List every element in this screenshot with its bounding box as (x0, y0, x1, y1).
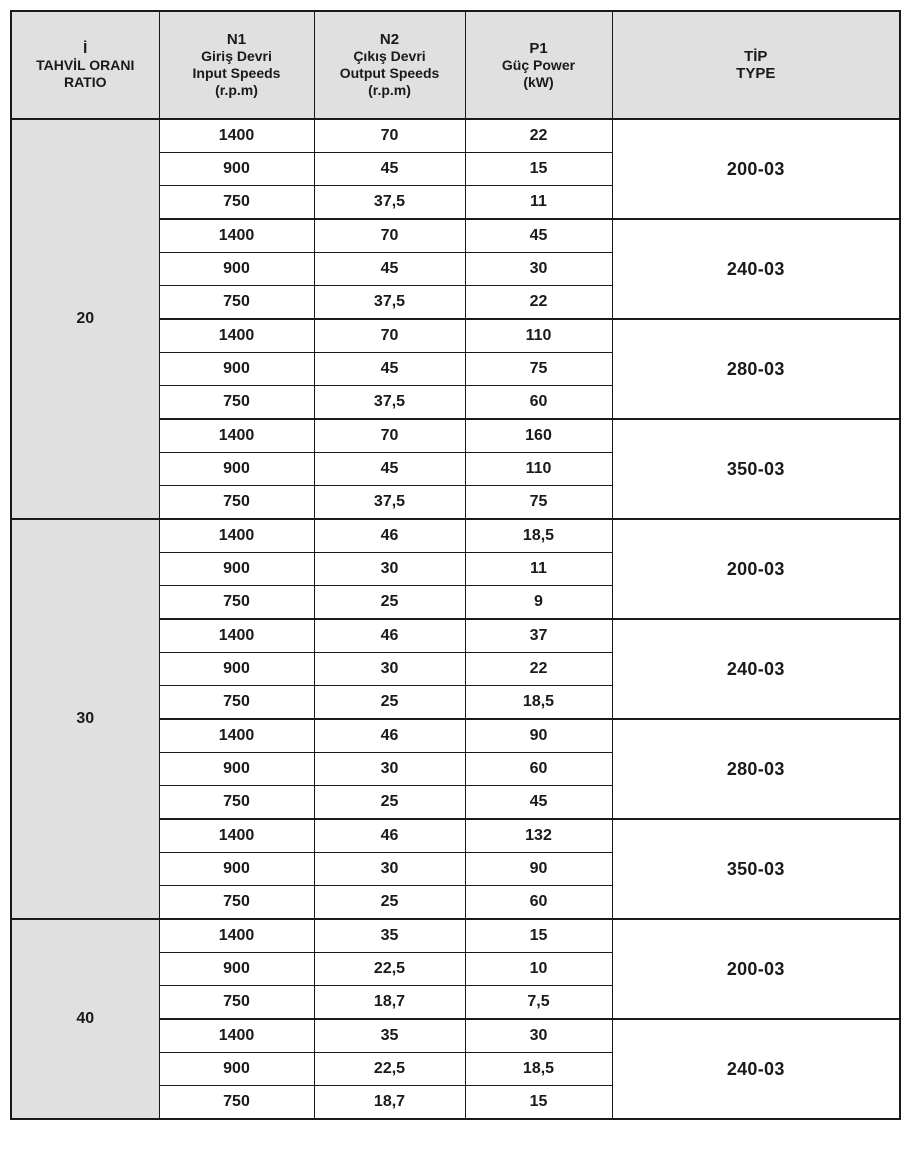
power-cell: 11 (465, 553, 612, 586)
output-speed-cell: 22,5 (314, 1053, 465, 1086)
power-cell: 75 (465, 486, 612, 520)
input-speed-cell: 750 (159, 186, 314, 220)
output-speed-cell: 30 (314, 753, 465, 786)
header-ratio-en: RATIO (63, 73, 107, 90)
power-cell: 160 (465, 419, 612, 453)
ratio-cell: 40 (11, 919, 159, 1119)
type-cell: 240-03 (612, 1019, 900, 1119)
output-speed-cell: 46 (314, 519, 465, 553)
header-n1-tr: Giriş Devri (201, 48, 272, 64)
header-p1-label: Güç Power (501, 56, 576, 73)
type-cell: 200-03 (612, 519, 900, 619)
header-n2 (314, 11, 465, 119)
header-n2-code: N2 (379, 31, 400, 48)
header-n1-unit: (r.p.m) (215, 82, 258, 98)
type-cell: 350-03 (612, 419, 900, 519)
power-cell: 18,5 (465, 519, 612, 553)
spec-table-container (10, 10, 899, 1138)
input-speed-cell: 1400 (159, 819, 314, 853)
header-type-en: TYPE (736, 65, 776, 82)
power-cell: 22 (465, 119, 612, 153)
input-speed-cell: 1400 (159, 619, 314, 653)
power-cell: 75 (465, 353, 612, 386)
output-speed-cell: 70 (314, 119, 465, 153)
header-n1 (159, 11, 314, 119)
input-speed-cell: 900 (159, 953, 314, 986)
input-speed-cell: 750 (159, 1086, 314, 1120)
power-cell: 110 (465, 453, 612, 486)
output-speed-cell: 46 (314, 819, 465, 853)
input-speed-cell: 1400 (159, 1019, 314, 1053)
input-speed-cell: 1400 (159, 919, 314, 953)
power-cell: 9 (465, 586, 612, 620)
power-cell: 90 (465, 853, 612, 886)
input-speed-cell: 900 (159, 653, 314, 686)
power-cell: 90 (465, 719, 612, 753)
output-speed-cell: 45 (314, 453, 465, 486)
header-n1-code: N1 (226, 31, 247, 48)
output-speed-cell: 25 (314, 586, 465, 620)
power-cell: 45 (465, 786, 612, 820)
power-cell: 15 (465, 153, 612, 186)
header-n2-unit: (r.p.m) (368, 82, 411, 98)
input-speed-cell: 900 (159, 1053, 314, 1086)
type-cell: 240-03 (612, 219, 900, 319)
output-speed-cell: 30 (314, 853, 465, 886)
input-speed-cell: 900 (159, 453, 314, 486)
output-speed-cell: 46 (314, 619, 465, 653)
output-speed-cell: 18,7 (314, 986, 465, 1020)
input-speed-cell: 1400 (159, 319, 314, 353)
power-cell: 11 (465, 186, 612, 220)
input-speed-cell: 750 (159, 586, 314, 620)
spec-table-body (11, 119, 900, 1119)
output-speed-cell: 37,5 (314, 386, 465, 420)
type-cell: 240-03 (612, 619, 900, 719)
input-speed-cell: 1400 (159, 119, 314, 153)
output-speed-cell: 30 (314, 653, 465, 686)
header-type-tr: TİP (744, 48, 768, 65)
gear-spec-table (10, 10, 901, 1120)
input-speed-cell: 750 (159, 286, 314, 320)
power-cell: 30 (465, 1019, 612, 1053)
input-speed-cell: 1400 (159, 719, 314, 753)
input-speed-cell: 1400 (159, 419, 314, 453)
output-speed-cell: 45 (314, 353, 465, 386)
power-cell: 110 (465, 319, 612, 353)
power-cell: 7,5 (465, 986, 612, 1020)
power-cell: 37 (465, 619, 612, 653)
power-cell: 15 (465, 1086, 612, 1120)
header-type (612, 11, 900, 119)
input-speed-cell: 750 (159, 786, 314, 820)
power-cell: 60 (465, 886, 612, 920)
input-speed-cell: 750 (159, 886, 314, 920)
input-speed-cell: 900 (159, 853, 314, 886)
power-cell: 18,5 (465, 1053, 612, 1086)
input-speed-cell: 900 (159, 553, 314, 586)
header-p1-code: P1 (529, 39, 548, 57)
output-speed-cell: 70 (314, 419, 465, 453)
output-speed-cell: 25 (314, 686, 465, 720)
output-speed-cell: 30 (314, 553, 465, 586)
type-cell: 200-03 (612, 919, 900, 1019)
input-speed-cell: 750 (159, 486, 314, 520)
header-n1-en: Input Speeds (192, 65, 281, 81)
output-speed-cell: 70 (314, 219, 465, 253)
header-ratio-tr: TAHVİL ORANI (36, 56, 135, 73)
power-cell: 60 (465, 753, 612, 786)
type-cell: 350-03 (612, 819, 900, 919)
header-p1-unit: (kW) (523, 73, 554, 90)
ratio-cell: 30 (11, 519, 159, 919)
output-speed-cell: 18,7 (314, 1086, 465, 1120)
input-speed-cell: 1400 (159, 219, 314, 253)
power-cell: 10 (465, 953, 612, 986)
output-speed-cell: 35 (314, 919, 465, 953)
input-speed-cell: 900 (159, 753, 314, 786)
header-n2-tr: Çıkış Devri (353, 48, 426, 64)
header-n2-en: Output Speeds (339, 65, 440, 81)
power-cell: 22 (465, 653, 612, 686)
input-speed-cell: 750 (159, 986, 314, 1020)
input-speed-cell: 900 (159, 353, 314, 386)
table-row (11, 919, 900, 953)
table-row (11, 519, 900, 553)
power-cell: 132 (465, 819, 612, 853)
output-speed-cell: 37,5 (314, 486, 465, 520)
output-speed-cell: 35 (314, 1019, 465, 1053)
output-speed-cell: 25 (314, 786, 465, 820)
output-speed-cell: 22,5 (314, 953, 465, 986)
type-cell: 200-03 (612, 119, 900, 219)
input-speed-cell: 750 (159, 386, 314, 420)
power-cell: 30 (465, 253, 612, 286)
power-cell: 45 (465, 219, 612, 253)
input-speed-cell: 750 (159, 686, 314, 720)
input-speed-cell: 1400 (159, 519, 314, 553)
header-ratio-symbol: İ (83, 39, 88, 57)
power-cell: 18,5 (465, 686, 612, 720)
header-ratio (11, 11, 159, 119)
type-cell: 280-03 (612, 719, 900, 819)
table-row (11, 119, 900, 153)
output-speed-cell: 70 (314, 319, 465, 353)
header-row (11, 11, 900, 119)
power-cell: 60 (465, 386, 612, 420)
output-speed-cell: 37,5 (314, 186, 465, 220)
header-p1 (465, 11, 612, 119)
input-speed-cell: 900 (159, 153, 314, 186)
output-speed-cell: 37,5 (314, 286, 465, 320)
ratio-cell: 20 (11, 119, 159, 519)
input-speed-cell: 900 (159, 253, 314, 286)
type-cell: 280-03 (612, 319, 900, 419)
output-speed-cell: 46 (314, 719, 465, 753)
output-speed-cell: 25 (314, 886, 465, 920)
output-speed-cell: 45 (314, 253, 465, 286)
power-cell: 22 (465, 286, 612, 320)
output-speed-cell: 45 (314, 153, 465, 186)
power-cell: 15 (465, 919, 612, 953)
